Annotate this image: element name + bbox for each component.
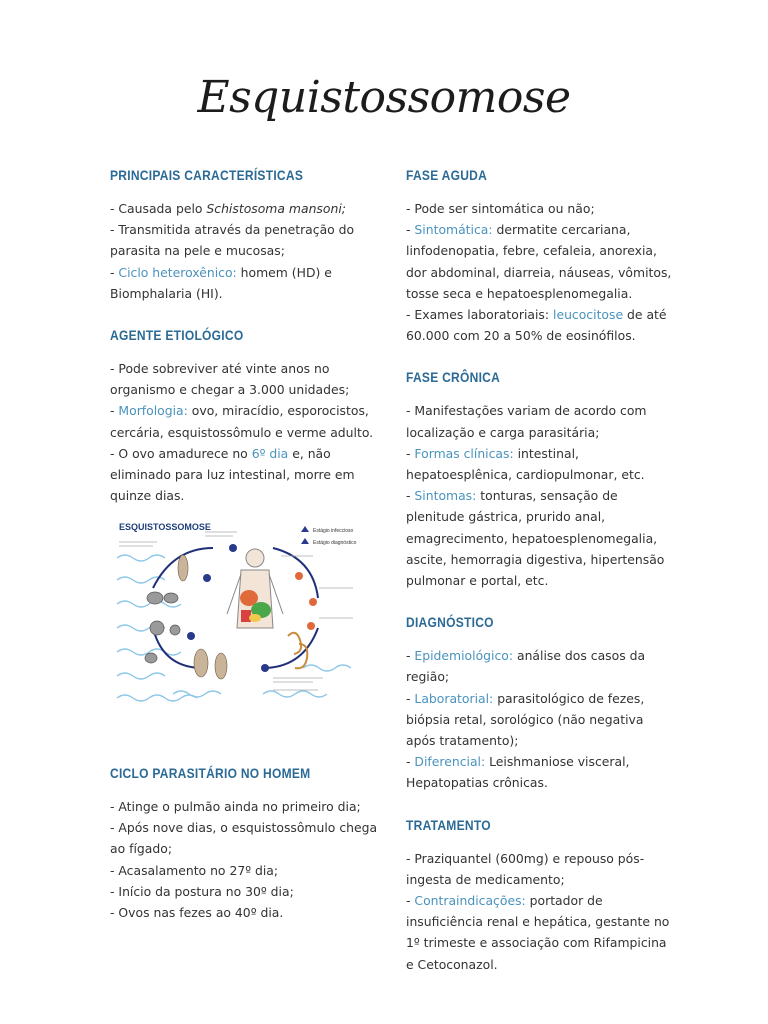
left-column: [110, 166, 378, 506]
line: - Após nove dias, o esquistossômulo chega ao fígado;: [110, 820, 378, 857]
right-column: [406, 166, 674, 975]
heading-diagnostico: DIAGNÓSTICO: [406, 614, 494, 631]
legend-diagnostic: Estágio diagnóstico: [313, 540, 357, 546]
line: [110, 262, 378, 304]
section-cronica: [406, 368, 674, 591]
diagram-title: ESQUISTOSSOMOSE: [119, 522, 211, 532]
text: -: [406, 893, 415, 909]
body-cronica: [406, 400, 674, 591]
line: - Pode ser sintomática ou não;: [406, 201, 595, 216]
highlight: Formas clínicas:: [414, 445, 514, 461]
legend-infective: Estágio infeccioso: [313, 528, 354, 534]
line: [110, 443, 378, 507]
highlight: Laboratorial:: [414, 690, 494, 706]
highlight: leucocitose: [553, 307, 624, 323]
body-aguda: [406, 198, 674, 346]
heading-cronica: FASE CRÔNICA: [406, 369, 501, 386]
left-column-bottom: [110, 764, 378, 923]
line: [110, 198, 378, 219]
text: intestinal, hepatoesplênica, cardiopulmonar, etc.: [406, 445, 645, 483]
line: [406, 645, 674, 687]
body-ciclo: [110, 796, 378, 923]
text: parasitológico de fezes, biópsia retal, sorológico (não negativa após tratamento);: [406, 690, 645, 749]
line: - Ovos nas fezes ao 40º dia.: [110, 905, 284, 921]
text: -: [406, 445, 415, 461]
highlight: Diferencial:: [414, 754, 486, 770]
body-tratamento: [406, 848, 674, 975]
text: -: [406, 222, 415, 238]
text: -: [406, 754, 415, 770]
text: -: [110, 403, 119, 419]
text: homem (HD) e Biomphalaria (HI).: [110, 264, 332, 301]
line: [406, 688, 674, 752]
line: - Pode sobreviver até vinte anos no organismo e chegar a 3.000 unidades;: [110, 361, 350, 398]
body-caracteristicas: [110, 198, 378, 304]
life-cycle-illustration: [113, 518, 369, 708]
heading-ciclo: CICLO PARASITÁRIO NO HOMEM: [110, 765, 311, 781]
text: - O ovo amadurece no: [110, 445, 252, 461]
section-ciclo: [110, 764, 378, 923]
page-title: Esquistossomose: [197, 72, 571, 123]
text: -: [110, 264, 119, 280]
heading-aguda: FASE AGUDA: [406, 167, 488, 183]
line: [406, 304, 674, 346]
text: -: [406, 488, 415, 504]
section-tratamento: [406, 816, 674, 975]
text: -: [406, 648, 415, 664]
text: - Causada pelo: [110, 201, 207, 216]
line: [406, 751, 674, 793]
life-cycle-diagram: [113, 518, 369, 708]
section-diagnostico: [406, 613, 674, 793]
text: - Exames laboratoriais:: [406, 307, 553, 323]
line: [406, 890, 674, 975]
line: [406, 443, 674, 485]
body-diagnostico: [406, 645, 674, 793]
highlight: Sintomática:: [414, 222, 493, 238]
text: análise dos casos da região;: [406, 648, 646, 685]
text: dermatite cercariana, linfodenopatia, febre, cefaleia, anorexia, dor abdominal, diarreia, náuseas, vômitos, tosse seca e hepatoesplenomegalia.: [406, 222, 672, 301]
line: [406, 485, 674, 591]
line: - Acasalamento no 27º dia;: [110, 862, 279, 878]
line: - Início da postura no 30º dia;: [110, 883, 294, 899]
text: portador de insuficiência renal e hepática, gestante no 1º trimeste e associação com Rifampicina e Cetoconazol.: [406, 893, 670, 972]
text: e, não eliminado para luz intestinal, morre em quinze dias.: [110, 445, 355, 504]
line: [406, 219, 674, 304]
highlight: 6º dia: [251, 445, 289, 461]
species-name: Schistosoma mansoni;: [206, 201, 346, 216]
text: -: [406, 690, 415, 706]
heading-caracteristicas: PRINCIPAIS CARACTERÍSTICAS: [110, 167, 304, 183]
section-caracteristicas: [110, 166, 378, 304]
text: de até 60.000 com 20 a 50% de eosinófilos.: [406, 307, 667, 344]
line: - Atinge o pulmão ainda no primeiro dia;: [110, 799, 361, 814]
heading-agente: AGENTE ETIOLÓGICO: [110, 327, 244, 344]
heading-tratamento: TRATAMENTO: [406, 816, 491, 833]
line: - Praziquantel (600mg) e repouso pós-ingesta de medicamento;: [406, 850, 645, 887]
body-agente: [110, 358, 378, 506]
line: - Manifestações variam de acordo com localização e carga parasitária;: [406, 403, 647, 440]
text: tonturas, sensação de plenitude gástrica, prurido anal, emagrecimento, hepatoesplenomegalia, ascite, hemorragia digestiva, hipertensão pulmonar e portal, etc.: [406, 488, 665, 589]
highlight: Epidemiológico:: [414, 648, 514, 664]
text: Leishmaniose visceral, Hepatopatias crônicas.: [406, 754, 630, 791]
highlight: Contraindicações:: [414, 893, 526, 909]
highlight: Sintomas:: [414, 488, 477, 504]
section-aguda: [406, 166, 674, 346]
line: - Transmitida através da penetração do parasita na pele e mucosas;: [110, 222, 355, 259]
highlight: Morfologia:: [118, 403, 188, 419]
text: ovo, miracídio, esporocistos, cercária, esquistossômulo e verme adulto.: [110, 403, 374, 440]
highlight: Ciclo heteroxênico:: [118, 264, 237, 280]
line: [110, 400, 378, 442]
section-agente: [110, 326, 378, 506]
